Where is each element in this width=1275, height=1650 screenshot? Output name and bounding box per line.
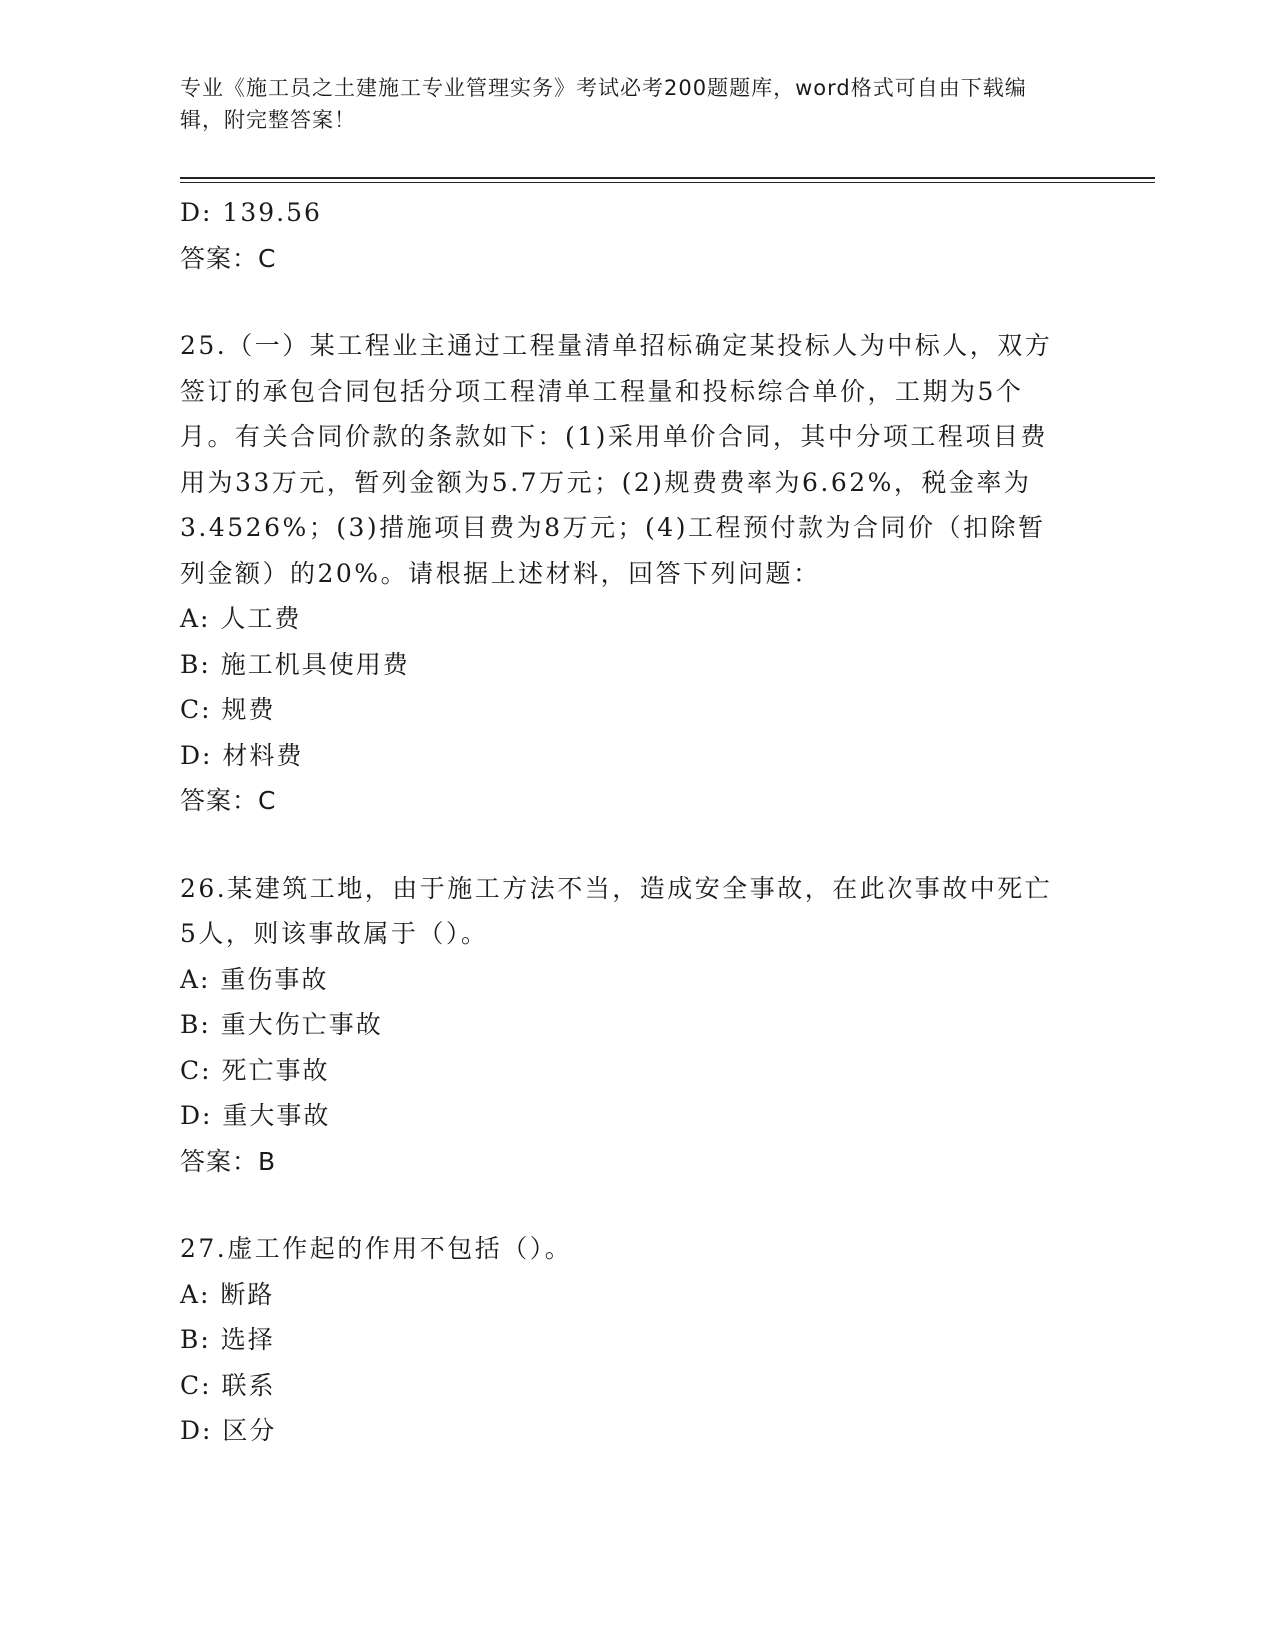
- header-rule-thick: [180, 177, 1155, 179]
- question-stem: 26.某建筑工地，由于施工方法不当，造成安全事故，在此次事故中死亡5人，则该事故属于（）。: [180, 873, 1053, 948]
- option-b: B: 选择: [180, 1325, 275, 1354]
- option-b: B: 重大伤亡事故: [180, 1010, 383, 1039]
- option-d: D: 区分: [180, 1416, 277, 1445]
- document-header: 专业《施工员之土建施工专业管理实务》考试必考200题题库，word格式可自由下载编辑，附完整答案！: [180, 76, 1027, 132]
- option-b: B: 施工机具使用费: [180, 649, 410, 679]
- answer: 答案：C: [180, 786, 277, 815]
- question-stem: 25.（一）某工程业主通过工程量清单招标确定某投标人为中标人，双方签订的承包合同包括分项工程清单工程量和投标综合单价，工期为5个月。有关合同价款的条款如下：(1)采用单价合同，其中分项工程项目费用为33万元，暂列金额为5.7万元；(2)规费费率为6.62%，税金率为3.4526%；(3)措施项目费为8万元；(4)工程预付款为合同价（扣除暂列金额）的20%。请根据上述材料，回答下列问题：: [180, 331, 1053, 588]
- answer: 答案：B: [180, 1146, 277, 1176]
- question-26: [180, 866, 1060, 1185]
- document-body: [180, 190, 1060, 1454]
- option-c: C: 联系: [180, 1370, 276, 1400]
- option-c: C: 规费: [180, 695, 276, 724]
- option-a: A: 重伤事故: [180, 964, 329, 994]
- question-25: [180, 323, 1060, 824]
- option-d: D: 139.56: [180, 198, 322, 227]
- question-27: [180, 1226, 1060, 1454]
- header-rule-thin: [180, 182, 1155, 183]
- option-a: A: 断路: [180, 1279, 275, 1309]
- answer: 答案：C: [180, 243, 277, 273]
- question-stem: 27.虚工作起的作用不包括（）。: [180, 1234, 573, 1263]
- option-d: D: 重大事故: [180, 1101, 331, 1130]
- option-c: C: 死亡事故: [180, 1055, 330, 1085]
- option-a: A: 人工费: [180, 604, 302, 633]
- option-d: D: 材料费: [180, 740, 304, 770]
